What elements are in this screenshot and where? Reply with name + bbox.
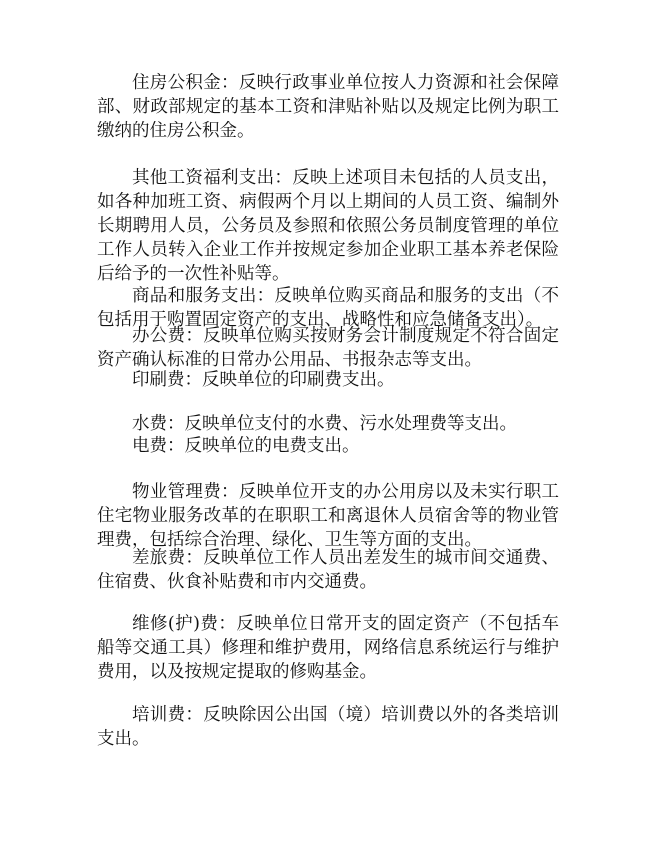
paragraph-maintenance-fee: 维修(护)费：反映单位日常开支的固定资产（不包括车船等交通工具）修理和维护费用，网络信息系统运行与维护费用，以及按规定提取的修购基金。 — [97, 614, 559, 682]
paragraph-electricity-fee: 电费：反映单位的电费支出。 — [132, 436, 360, 456]
paragraph-goods-services: 商品和服务支出：反映单位购买商品和服务的支出（不包括用于购置固定资产的支出、战略性和应急储备支出）。 — [97, 286, 559, 330]
paragraph-other-welfare: 其他工资福利支出：反映上述项目未包括的人员支出，如各种加班工资、病假两个月以上期间的人员工资、编制外长期聘用人员，公务员及参照和依照公务员制度管理的单位工作人员转入企业工作并按规定参加企业职工基本养老保险后给予的一次性补贴等。 — [97, 168, 559, 284]
paragraph-training-fee: 培训费：反映除因公出国（境）培训费以外的各类培训支出。 — [97, 705, 559, 749]
paragraph-office-fee: 办公费：反映单位购买按财务会计制度规定不符合固定资产确认标准的日常办公用品、书报杂志等支出。 — [97, 326, 559, 370]
paragraph-travel-fee: 差旅费：反映单位工作人员出差发生的城市间交通费、住宿费、伙食补贴费和市内交通费。 — [97, 548, 559, 592]
paragraph-housing-fund: 住房公积金：反映行政事业单位按人力资源和社会保障部、财政部规定的基本工资和津贴补贴以及规定比例为职工缴纳的住房公积金。 — [97, 73, 559, 141]
paragraph-printing-fee: 印刷费：反映单位的印刷费支出。 — [132, 370, 395, 390]
paragraph-water-fee: 水费：反映单位支付的水费、污水处理费等支出。 — [132, 414, 517, 434]
paragraph-property-fee: 物业管理费：反映单位开支的办公用房以及未实行职工住宅物业服务改革的在职职工和离退休人员宿舍等的物业管理费，包括综合治理、绿化、卫生等方面的支出。 — [97, 482, 559, 550]
